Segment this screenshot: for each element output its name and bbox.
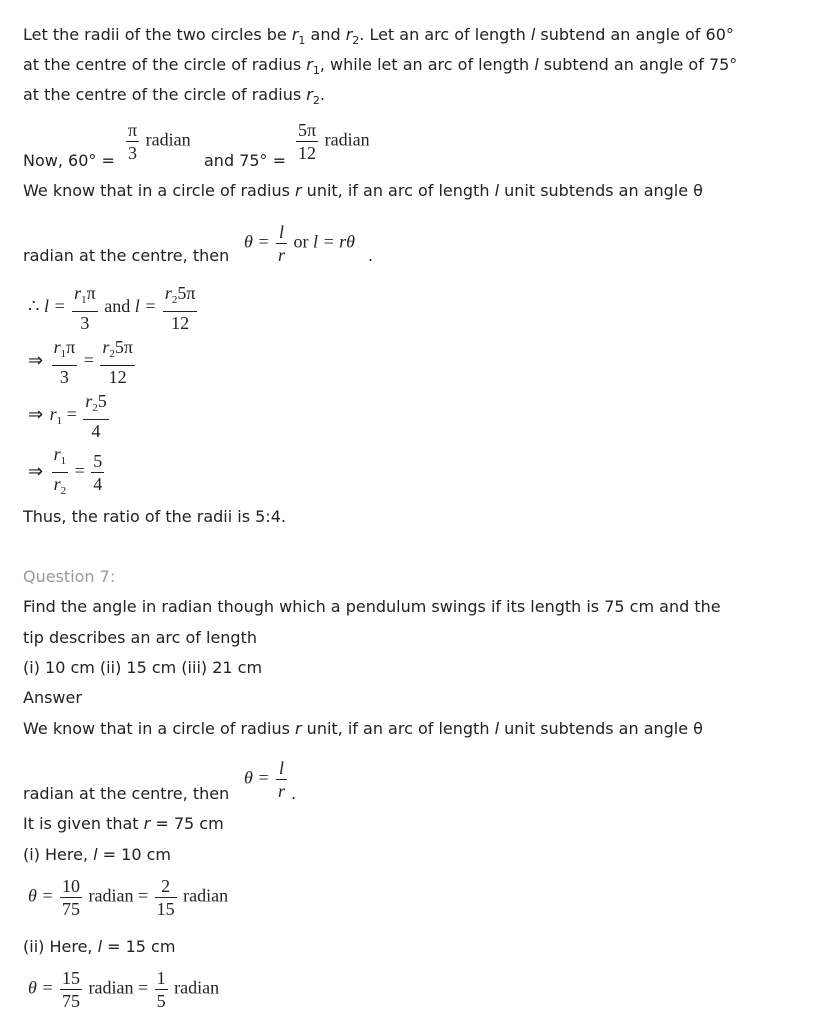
know-line-1: We know that in a circle of radius r unit, if an arc of length l unit subtends an angle θ (23, 181, 703, 200)
part-2-line: (ii) Here, l = 15 cm (23, 937, 176, 956)
frac-5pi-12-radian: $\frac{5\pi}{12}$ radian (298, 120, 370, 163)
derivation-step-4: ⇒ $\frac{r_1}{r_2}$ = $\frac{5}{4}$ (28, 444, 103, 497)
question-7-heading: Question 7: (23, 567, 116, 586)
part-2-result: θ = $\frac{15}{75}$ radian = $\frac{1}{5}$ radian (28, 968, 220, 1011)
given-line: It is given that r = 75 cm (23, 814, 224, 833)
formula2-theta-l-over-r: θ = $\frac{l}{r}$ (244, 758, 286, 801)
intro-line-3: at the centre of the circle of radius $r_2$. (23, 85, 325, 107)
question-7-text-2: tip describes an arc of length (23, 628, 257, 647)
intro-line-1: Let the radii of the two circles be $r_1$ and $r_2$. Let an arc of length l subtend an angle of 60° (23, 25, 734, 47)
now-line: Now, 60° = (23, 151, 115, 170)
question-7-text-1: Find the angle in radian though which a pendulum swings if its length is 75 cm and the (23, 597, 721, 616)
formula-theta-l-over-r: θ = $\frac{l}{r}$ or l = rθ (244, 222, 356, 265)
know-line-2: radian at the centre, then (23, 246, 230, 265)
know-line-2-end: . (368, 246, 374, 265)
part-1-result: θ = $\frac{10}{75}$ radian = $\frac{2}{15}$ radian (28, 876, 229, 919)
part-1-line: (i) Here, l = 10 cm (23, 845, 171, 864)
derivation-step-2: ⇒ $\frac{r_1\pi}{3}$ = $\frac{r_25\pi}{12}$ (28, 337, 133, 387)
now-line-mid: and 75° = (204, 151, 287, 170)
frac-pi-3-radian: $\frac{\pi}{3}$ radian (128, 120, 191, 163)
derivation-step-1: ∴ l = $\frac{r_1\pi}{3}$ and l = $\frac{r_25\pi}{12}$ (28, 283, 196, 333)
question-7-options: (i) 10 cm (ii) 15 cm (iii) 21 cm (23, 658, 263, 677)
know2-line-1: We know that in a circle of radius r unit, if an arc of length l unit subtends an angle θ (23, 719, 703, 738)
intro-line-2: at the centre of the circle of radius $r_1$, while let an arc of length l subtend an angle of 75° (23, 55, 738, 77)
know2-line-2-end: . (291, 784, 297, 803)
know2-line-2: radian at the centre, then (23, 784, 230, 803)
conclusion: Thus, the ratio of the radii is 5:4. (23, 507, 286, 526)
answer-label: Answer (23, 688, 82, 707)
derivation-step-3: ⇒ $r_1$ = $\frac{r_25}{4}$ (28, 391, 107, 441)
